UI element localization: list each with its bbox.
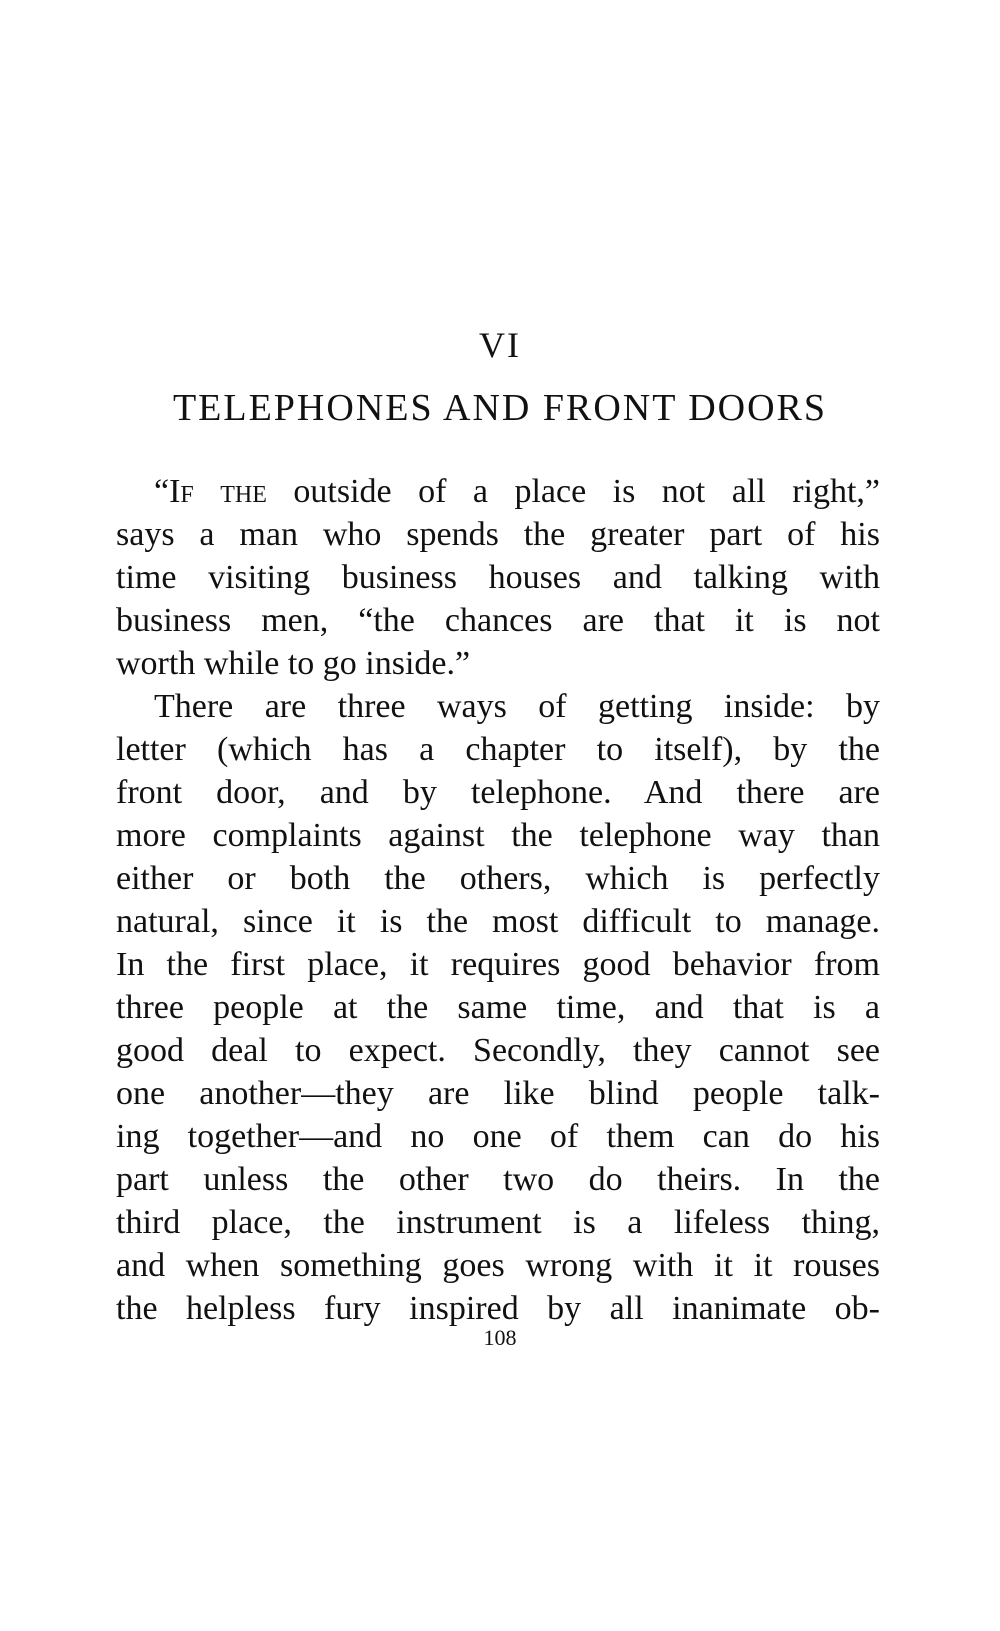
text-line: ing together—and no one of them can do his — [116, 1118, 880, 1155]
text-line: and when something goes wrong with it it rouses — [116, 1247, 880, 1284]
text-line: natural, since it is the most difficult to manage. — [116, 903, 880, 940]
text-line: third place, the instrument is a lifeless thing, — [116, 1204, 880, 1241]
text-line: worth while to go inside.” — [116, 645, 471, 682]
text-line: one another—they are like blind people talk- — [116, 1075, 880, 1112]
text-line: There are three ways of getting inside: by — [154, 688, 880, 725]
text-line: front door, and by telephone. And there are — [116, 774, 880, 811]
page-number: 108 — [483, 1325, 517, 1350]
text-line: good deal to expect. Secondly, they cannot see — [116, 1032, 880, 1069]
text-line: letter (which has a chapter to itself), by the — [116, 731, 880, 768]
opening-smallcaps: “If the — [154, 473, 267, 510]
text-line: time visiting business houses and talking with — [116, 559, 880, 596]
text-line: says a man who spends the greater part of his — [116, 516, 880, 553]
chapter-number: VI — [479, 325, 521, 365]
text-line: business men, “the chances are that it is not — [116, 602, 880, 639]
text-line: three people at the same time, and that is a — [116, 989, 880, 1026]
text-line: more complaints against the telephone way than — [116, 817, 880, 854]
text-line: either or both the others, which is perfectly — [116, 860, 880, 897]
body-text — [116, 470, 880, 1330]
text-line: In the first place, it requires good behavior from — [116, 946, 880, 983]
text-line — [116, 470, 880, 513]
text-line: part unless the other two do theirs. In the — [116, 1161, 880, 1198]
text-line-rest: outside of a place is not all right,” — [266, 473, 880, 510]
text-line: the helpless fury inspired by all inanimate ob- — [116, 1290, 880, 1327]
chapter-title: TELEPHONES AND FRONT DOORS — [172, 387, 828, 429]
